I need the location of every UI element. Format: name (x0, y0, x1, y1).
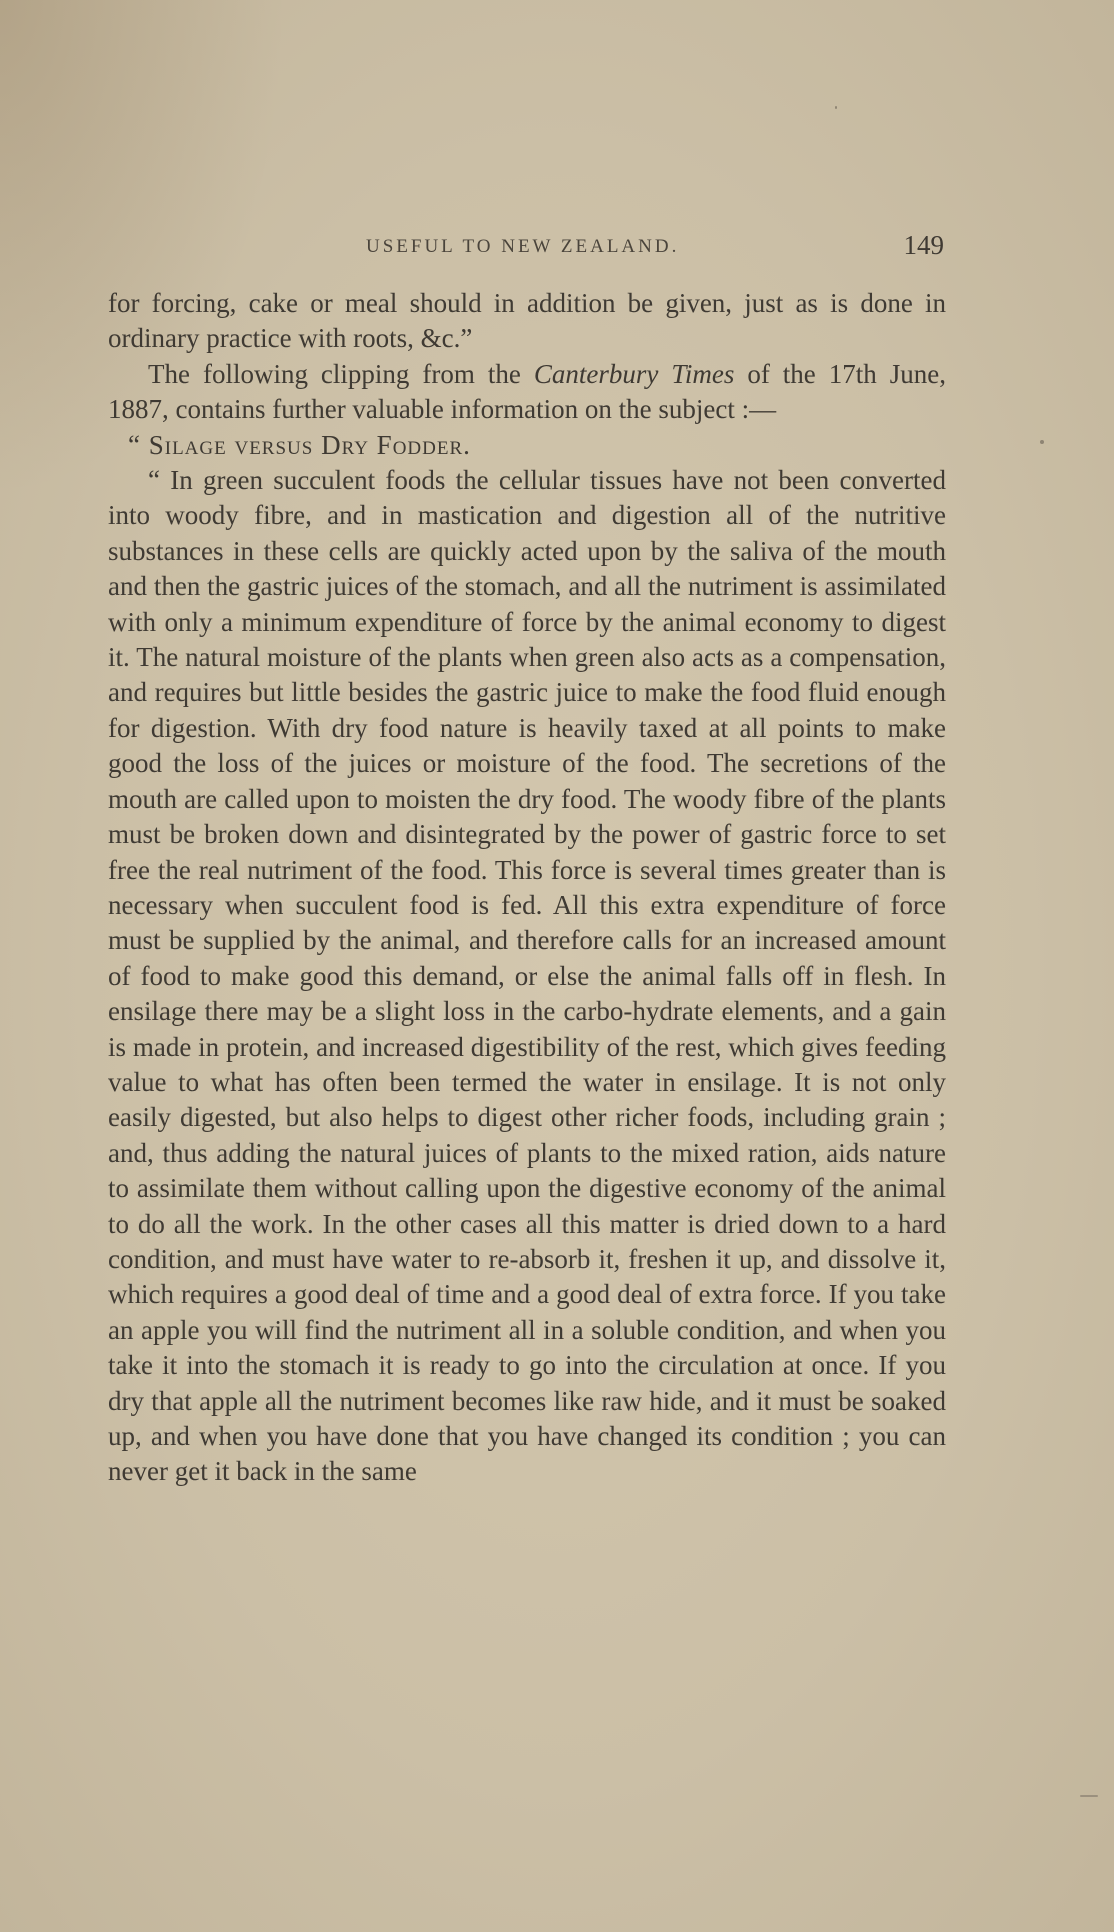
running-title: USEFUL TO NEW ZEALAND. (366, 236, 680, 257)
paper-speck (1080, 1795, 1098, 1797)
body-text (108, 286, 946, 1490)
quoted-article-paragraph: “ In green succulent foods the cellular tissues have not been converted into woody fibre, and in mastication and digestion all of the nutritive substances in these cells are quickly acted upon by the saliva of the mouth and then the gastric juices of the stomach, and all the nutriment is assimilated with only a minimum expenditure of force by the animal economy to digest it. The natural moisture of the plants when green also acts as a compensation, and requires but little besides the gastric juice to make the food fluid enough for digestion. With dry food nature is heavily taxed at all points to make good the loss of the juices or moisture of the food. The secretions of the mouth are called upon to moisten the dry food. The woody fibre of the plants must be broken down and disintegrated by the power of gastric force to set free the real nutriment of the food. This force is several times greater than is necessary when succulent food is fed. All this extra expenditure of force must be supplied by the animal, and therefore calls for an increased amount of food to make good this demand, or else the animal falls off in flesh. In ensilage there may be a slight loss in the carbo-hydrate elements, and a gain is made in protein, and increased digestibility of the rest, which gives feeding value to what has often been termed the water in ensilage. It is not only easily digested, but also helps to digest other richer foods, including grain ; and, thus adding the natural juices of plants to the mixed ration, aids nature to assimilate them without calling upon the digestive economy of the animal to do all the work. In the other cases all this matter is dried down to a hard condition, and must have water to re-absorb it, freshen it up, and dissolve it, which requires a good deal of time and a good deal of extra force. If you take an apple you will find the nutriment all in a soluble condition, and when you take it into the stomach it is ready to go into the circulation at once. If you dry that apple all the nutriment becomes like raw hide, and it must be soaked up, and when you have done that you have changed its condition ; you can never get it back in the same (108, 465, 946, 1487)
section-heading: “ Silage versus Dry Fodder. (128, 429, 471, 460)
paper-speck (1040, 440, 1044, 444)
paragraph-intro-text: The following clipping from the (148, 358, 534, 389)
paragraph-intro (108, 357, 946, 428)
paragraph-intro-text-end: of the 17th June, 1887, contains further valuable information on the subject :— (108, 358, 946, 425)
paper-speck (835, 106, 837, 109)
paragraph-continuation: for forcing, cake or meal should in addition be given, just as is done in ordinary practice with roots, &c.” (108, 288, 946, 354)
page-number: 149 (903, 230, 944, 260)
newspaper-title: Canterbury Times (533, 358, 735, 389)
running-head (108, 232, 946, 266)
